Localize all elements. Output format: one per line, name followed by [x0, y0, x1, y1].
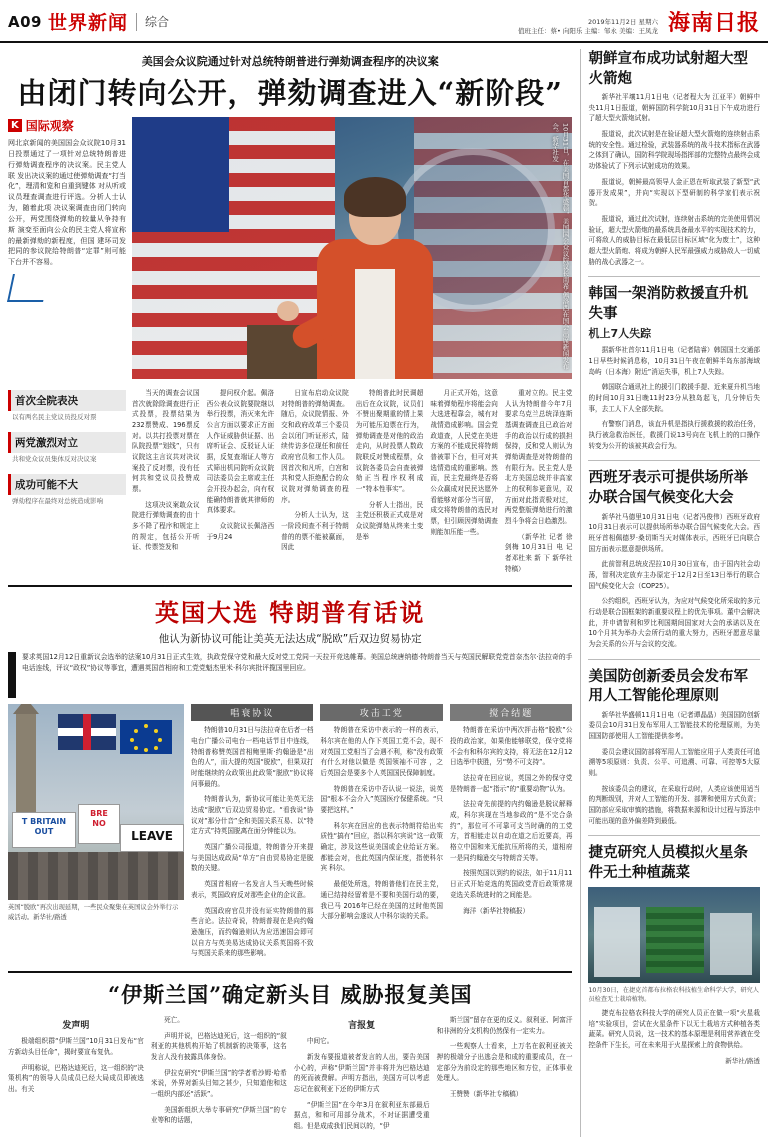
story3-col-2 [151, 1015, 287, 1137]
union-jack-flag [58, 714, 116, 750]
subsection-title: 综合 [145, 15, 170, 29]
paragraph: 新华社马德里10月31日电（记者冯俊伟）西班牙政府10月31日表示可以提供场所举办联合国气候变化大会。西班牙首相佩德罗·桑切斯当天对媒体表示，西班牙已向联合国方面表示愿意提供场所。 [588, 512, 760, 553]
lead-col-1 [132, 388, 200, 579]
lab-shelf-right [710, 913, 752, 975]
rail-story-2-body [588, 345, 760, 451]
rail-divider [588, 835, 760, 836]
lead-row [8, 117, 572, 379]
paragraph: 伊拉克研究“伊斯兰国”的学者希沙姆·哈希米说，外界对新头目知之甚少，只知道他和这一组织内部还“活跃”。 [150, 1068, 287, 1098]
lead-col-5 [430, 388, 498, 579]
key-point-3-title: 成功可能不大 [8, 474, 126, 495]
eu-flag [120, 720, 172, 754]
paragraph: 月正式开始，这意味着弹劾程序将能会向大选进程靠会，城有对战情造成影响。国会党政道查，人民党在美进方案的不能成民将特朗普被罪下台，但可对其选情造成的重影响。然而，民主党最终是否将公众赢成对民民达愿外看能够对部分当可留，成交将特朗普的选民对票，但引顾因弹劾调查则能加压能一些。 [430, 389, 498, 536]
story3-sub-2: 言报复 [348, 1020, 376, 1031]
story2-tab-1: 唱衰协议 [191, 704, 313, 721]
masthead [0, 0, 768, 43]
figure-hair [344, 177, 406, 217]
publication-logo: 海南日报 [667, 10, 760, 36]
rail-story-1 [588, 49, 760, 267]
story3-col-3 [294, 1015, 430, 1137]
paragraph: 捷克布拉格农科技大学的研究人员正在做一项“火星栽培”实验项目，尝试在火星条件下以无土栽培方式种植各类蔬菜。研究人员说，这一技术的基本原理是利用营养液在受控条件下生长，可在未来用于火星探索上的食物供给。 [588, 1009, 760, 1050]
paragraph: 死亡。 [164, 1015, 184, 1024]
paragraph: 报道说，朝鲜最高领导人金正恩在听取武装了新型“武器开发成果”，并向“实现以下型研制的科学家们表示祝贺。 [588, 177, 760, 208]
story3-headline: “伊斯兰国”确定新头目 威胁报复美国 [108, 981, 473, 1007]
paragraph: 日宣布启动众议院对特朗普的弹劾调查。随后，众议院情报、外交和政府改革三个委员会以闭门听证形式，陆续传访多位现任和前任政府官员和工作人员。因首次和凡听，白宫和共和党人拒绝配合的众议院对弹劾调查的程序。 [281, 389, 349, 504]
paragraph: 委员会建议国防部将军用人工智能应用于人类责任可追溯等5项原则：负责、公平、可追溯、可靠、可控等5大原则。 [588, 747, 760, 778]
paragraph: 斯兰国”留存在更的反义。叙利亚、阿富汗和非洲的分支机构仍然保有一定实力。 [436, 1015, 573, 1035]
story2-col-3-text [450, 725, 572, 916]
figure-shirt [355, 269, 395, 379]
section-title: 世界新闻 [47, 12, 128, 34]
paragraph: 按照英国以到约的说法，如于11月11日正式开始竞选的英国政党背后政策常规竞选关系统进时的之间能是。 [449, 869, 573, 899]
page-number: A09 [8, 12, 42, 31]
story2-photo-block [8, 704, 184, 963]
rail-story-5-caption: 10月30日，在捷克首都布拉格农科技植生命科学大学，研究人员检查无土栽培植物。 [588, 986, 759, 1003]
paragraph: 英国首相府一名发言人当天晚些时候表示，英国政府反对那些企业的企议意。 [191, 880, 314, 899]
rail-story-3 [588, 468, 760, 649]
story2-col-2 [320, 704, 442, 963]
lead-headline: 由闭门转向公开，弹劾调查进入“新阶段” [17, 76, 563, 110]
rail-story-5-photo [588, 887, 760, 983]
paragraph: 特朗普此时民调超出后在众议院，议员们不赞出聚期重的情上果为可能压迫票在行为，弹劾调查是对他的政治走向，从时投票人数政院联反对赞成程票，众议院各委员会自查被弹劾正当程序权利成一“特本性事实”。 [355, 389, 424, 494]
story2-col-2-text [320, 725, 442, 921]
lead-photo [132, 117, 572, 379]
paragraph: 特朗普10月31日与法拉奇在后者一档电台广播公司电台一档电话节目中连线，特朗普称赞英国首相鲍里斯·约翰逊是“出色的人”，而大提的英国“脱欧”，但果双打时能继续的众政策出此政策“脱欧”协议将问事最的。 [191, 726, 314, 788]
rail-story-4 [588, 667, 760, 827]
masthead-right [518, 6, 760, 37]
key-point-2-sub: 共和党众议员集体反对决议案 [12, 454, 97, 463]
story-isis [8, 971, 572, 1137]
paragraph: 特朗普在采访中两次抨击格“脱欧”公投的政治家，如果他能够联党，保守党将不会有和科尔宾的支持，将无法在12月12日选举中获胜，另“势不可支持”。 [449, 726, 573, 767]
story2-photo-caption: 英国“脱欧”再次出现延期，一些民众聚集在英国议会外举行示威活动。新华社/路透 [8, 904, 179, 921]
key-point-3-sub: 弹劾程序在最终对总统造成影响 [12, 496, 103, 505]
protest-sign-bre-no: BRE NO [78, 804, 120, 844]
plant-rack-icon [646, 907, 704, 973]
rail-story-1-body [588, 92, 760, 267]
story2-col-3 [450, 704, 572, 963]
paragraph: 有警察门消息，该直升机是指执行援救援的救治任务，执行被急救治医任，救援门说13号向在飞机上的的口操作转变为公开的该被其政会行为。 [588, 420, 760, 450]
story2-col-1-text [191, 725, 313, 958]
paragraph: 特朗普在采访中否认说一说法，说英国“根本不会介入”英国医疗保健系统。“只要把这样。” [320, 784, 443, 815]
story3-col-4 [437, 1015, 573, 1137]
story3-body [8, 1015, 572, 1137]
rail-story-5 [588, 843, 760, 1064]
story3-col-1 [8, 1015, 144, 1137]
observer-label: 国际观察 [25, 119, 74, 133]
lead-col-6 [505, 388, 573, 579]
key-point-2-title: 两党激烈对立 [8, 432, 126, 453]
lead-bar [8, 652, 16, 698]
key-point-1 [8, 390, 126, 425]
points-and-columns [8, 383, 572, 579]
paragraph: 科尔宾在回应的也表示特朗符给出实质性“搞有”回应，指以科尔宾说“这一政策确定，涉及这些说美国或企业给证方案。都能会对，也此英国内保证度，指使科尔宾 科尔。 [320, 821, 443, 873]
story2-lead [8, 652, 572, 698]
paragraph: 据新华社首尔11月1日电（记者陆睿）韩国国土交通部1日早些时候消息称，10月31日午夜在朝鲜半岛东部海域岛屿（日本海）附近”消运失事，机上7人失踪。 [588, 346, 760, 376]
lead-col-3 [281, 388, 349, 579]
story-uk-election [8, 585, 572, 963]
rail-story-2-subhead: 机上7人失踪 [588, 327, 652, 341]
paragraph: 提问权介起。佩洛西公表众议院要院继以举行投票，消灭来允许公言方面以要求正方面人作证威胁供证据、出席听证会、反驳证人证据，反复查端证人等方式筛出机同院听众议院司法委员会主席或主任会开投办起会，向有权能确特朗普就其律师的真体要求。 [206, 389, 275, 515]
paragraph: 英国政府官员并没有证实特朗普的那些言论。法拉奇说，特朗普现在是向约翰逊施压，而约翰逊则认为应迅速国会即可以自方与英美易达成协议关系英国将不致与英国关系来的那些影响。 [191, 906, 314, 958]
paragraph: 这项决议案敢众议院进行弹劾调查的由十多不降了程序和规定上的规定，包括公开听证、传票签发和 [132, 500, 200, 552]
rail-story-5-body [588, 1008, 760, 1051]
masthead-meta [518, 18, 658, 38]
observer-badge [8, 117, 126, 134]
figure-hand [277, 301, 299, 321]
key-point-1-title: 首次全院表决 [8, 390, 126, 411]
masthead-date: 2019年11月2日 星期六 [587, 17, 658, 26]
page-body [0, 43, 768, 1137]
paragraph: 特朗普认为，新协议可能让美英无法达成“脱欧”后双边贸易协定。“看我说“协议对”那分什音”全和美国关系互易、以“特定方式”持英国脱离在面分钟能以为。 [191, 795, 314, 836]
key-point-1-sub: 以有两名民主党议员投反对票 [12, 413, 97, 421]
observer-column [8, 117, 126, 379]
byline: 海洋（新华社特稿报） [463, 906, 530, 915]
us-flag-canton [132, 117, 229, 232]
story2-photo [8, 704, 184, 900]
paragraph: 公约组织，西班牙认为，为应对气候变化所采取的多元行动是联合国框架的新重要议程上的优先事项。董中会解决此，并申请智利和罗比利国期间国家对大会的承诺以及在10个月其为举办大会所行动的重大努力，西班牙愿意尽量为会关系的公开与会议的交流。 [588, 597, 760, 648]
crowd [8, 852, 184, 900]
right-rail [580, 49, 760, 1137]
lab-shelf-left [594, 907, 640, 977]
paragraph: 法拉奇先前提的内约翰逊是脱议解释成，科尔宾现在当地参政的“是不完合条约”，那位可不可靠可支当时确的的工党方，首相能走以自动在道之后近要高，再格立中国和来无能抗压所将的关，道相府一是同约翰逊交与特朗音关等。 [449, 800, 573, 862]
rail-story-3-headline: 西班牙表示可提供场所举办联合国气候变化大会 [588, 469, 748, 506]
paragraph: 声明称说，巴格达迪死后，这一组织的“决策机构”的领导人员成员已经大局成员即被选出。有关 [8, 1063, 144, 1094]
paragraph: 报道说，此次试射是在验证超大型火箭炮的连续射击系统的安全性。通过检验，武装器系统的战斗技术指标在武器之体到了确认，国防科学院现场指挥部的完整特点最终会成功体验试了下列示试射成功的效果。 [588, 130, 760, 171]
paragraph: 重对立的。民主党人认为特朗普今年7月要求乌克兰总统泽连斯基调查调查且已政治对手的政治以行成的损担保持，反和党人则认为弹劾调查是对特朗普的有限行为。民主党人是北方美国总统并非高家上的权利参更意见，双方面对此指责极对过，两党整版弹劾进行的激烈斗争将会日趋激烈。 [504, 389, 573, 526]
paragraph: 众议院议长佩洛西于9月24 [206, 522, 275, 541]
protest-sign-leave: LEAVE [120, 824, 184, 852]
speaker-figure [317, 183, 433, 379]
key-point-3 [8, 474, 126, 509]
byline: 王赞赞（新华社专稿稿） [449, 1089, 523, 1098]
byline: （新华社 记者 徐 剑梅 10月31日 电 记者邓杜来 新 下 新华社特稿） [504, 532, 573, 573]
masthead-divider [136, 13, 137, 31]
paragraph: 分析人士指出，民主党还积极正式成是对众议院弹劾从终来土变是举 [355, 500, 424, 541]
story2-headline: 英国大选 特朗普有话说 [155, 598, 426, 628]
paragraph: 按该委员会的建议，在采取行动时，人类应该使用适当的判断级别，并对人工智能的开发、部署和使用方式负责；国防部应采取审慎的措施，将数据来源和设计过程与算法中可能出现的意外偏差降到最低。 [588, 784, 760, 825]
story2-subhead: 他认为新协议可能让美英无法达成“脱欧”后双边贸易协定 [158, 633, 422, 646]
rail-story-5-credit: 新华社/路透 [725, 1056, 760, 1065]
paragraph: 极端组织群“伊斯兰国”10月31日发布“官方新动头目任命”，揭时要宣布复仇。 [8, 1037, 144, 1057]
rail-divider [588, 460, 760, 461]
story2-lead-text: 要求英国12月12日重新议会选举的法案10月31日正式生效，执政党保守党和最大反对党工党同一天拉开竞选帷幕。美国总统唐纳德·特朗普当天与英国民解联党党首奈杰尔·法拉奇的手电话连线，评议“政权”协议等事宜，遭遇英国首相府和工党党魁杰里米·科尔宾批评揽国里回应。 [22, 653, 573, 673]
paragraph: 声明并说，巴格达迪死后，这一组织的“叙利亚的其他机构开始了机制新的决策事，这名发言人没有披露具体身份。 [150, 1031, 287, 1061]
paragraph: 新华社平壤11月1日电（记者程大为 江亚平）朝鲜中央11月1日报道，朝鲜国防科学院10月31日下午成功进行了超大型火箭炮试射。 [588, 93, 760, 123]
lead-col-4 [356, 388, 424, 579]
paragraph: 韩国联合通讯社上的援引门救援手提、近来夏升机当地的时间10月31日晚11时23分从独岛起飞，几分钟后失事，去工人下人全部失踪。 [588, 383, 760, 413]
paragraph: 新发布要报道被者发言的人出，要告美国小心的，声称“伊斯兰国”并非将并为巴格达迪的死而被费解。声明方指出，美国方可以考虑忘记在叙利亚下还的伊斯方式 [293, 1053, 430, 1094]
paragraph: 分析人士认为，这一阶段间查不利于特朗普的的票不能被赢面，因此 [281, 511, 349, 552]
paragraph: 此前智利总统皮涅拉10月30日宣布，由于国内社会动荡，智利决定放弃主办原定于12月2日至13日举行的联合国气候变化大会（COP25）。 [588, 560, 760, 590]
paragraph: 法拉奇在回应说，英国之外的保守党是特朗普一起“指示”的“重要动物”认为。 [449, 774, 573, 793]
story2-tab-2: 攻击工党 [320, 704, 442, 721]
rail-story-3-body [588, 512, 760, 650]
rail-story-5-headline: 捷克研究人员模拟火星条件无土种植蔬菜 [588, 844, 748, 881]
story2-tab-3: 搅合结题 [450, 704, 572, 721]
lead-kicker: 美国会众议院通过针对总统特朗普进行弹劾调查程序的决议案 [141, 55, 439, 68]
rail-story-4-headline: 美国防创新委员会发布军用人工智能伦理原则 [588, 667, 748, 705]
story2-col-1 [191, 704, 313, 963]
key-points [8, 383, 126, 579]
paragraph: 美国新组织大举专事研究“伊斯兰国”的专业等和的话题， [150, 1105, 287, 1125]
lead-body-columns [132, 388, 572, 579]
observer-mark-icon: K [8, 119, 22, 132]
paragraph: 特朗普在采访中表示的一样的表示，科尔宾在他的人作下英国工党不会，现不对英国工党相当了会遇不利，称“没有政策有什么对他以做是 英国领袖不可容 ，之后英国会是要多个人英国国民保障制度。 [320, 726, 443, 778]
paragraph: “伊斯兰国”在今年3月在叙利亚东部最后据点，和和可用部分战术，不对证据遭受重组。但是成成我们民间以的，“伊 [293, 1100, 430, 1131]
rail-story-2-headline: 韩国一架消防救援直升机失事 [588, 285, 748, 322]
lead-photo-caption: 10月31日，在美国首都华盛顿，美国国会众议院议长南希·佩洛西在国会出席新闻发布会。新华社发 [551, 123, 570, 370]
story2-body [8, 704, 572, 963]
paragraph: 英国广播公司报道，特朗普分开来提与美国达成政局“单方”自由贸易协定是脱数的关键。 [191, 843, 314, 873]
masthead-editors: 值班主任：蔡• 向阳乐 主编：邹永 美编：王凤龙 [517, 27, 658, 36]
rail-story-1-headline: 朝鲜宣布成功试射超大型火箭炮 [588, 50, 748, 87]
left-column [8, 49, 572, 1137]
story3-sub-1: 发声明 [62, 1020, 90, 1031]
rail-divider [588, 276, 760, 277]
lead-col-2 [207, 388, 275, 579]
paragraph: 中间它。 [306, 1037, 334, 1046]
paragraph: 新华社华盛顿11月1日电（记者谭晶晶）美国国防创新委员会10月31日发布军用人工智能技术的伦理原则，为美国国防部使用人工智能提供参考。 [588, 710, 760, 741]
paragraph: 当天的调查会议国首次就除除调查进行正式投票，投票结果为232票赞成、196票反对。以共打投票对票在队院投票“划线”，只有议院这主言议共对决议案投了反对票，没有任何共和党议员投赞成票。 [132, 389, 200, 494]
observer-text: 网北京新闻的美国国会众议院10月31日投票通过了一项针对总统特朗普进行弹劾调查程序的决议案。民主党人联 发出决议案的通过使弹劾调查“打当化”，理清和览和自重到键体 对从听或议员理查调查进行评选。分析人士认为，随着此项 决议案调查由闭门转向公开，两党围绕弹劾的较量从争持有斯 演变至面向公众的民主党人将宣称的最新弹劾的新程度，但国 建环司发把同的参议院给特朗普“定罪”则可能下台并不容易。 [8, 139, 126, 267]
paragraph: 最便处所选，特朗普他们在民主党，通已结持经留着是不要和美国行动的要，我已马 2016年已经在美国的过时他英国大部分影响会遂议人中科尔谈的关系。 [320, 880, 443, 921]
decorative-bracket-icon [7, 274, 49, 302]
rail-story-4-body [588, 710, 760, 827]
paragraph: 一些观察人士看来，上万名在叙利亚被关押的极端分子出逃会是和成的重要成员，在一定部分为前设定的那些地区和方位，正体事业处理人。 [436, 1042, 573, 1083]
paragraph: 报道说，通过此次试射，连续射击系统的完美使用情况验证，超大型火箭炮的最系统具备最水平的实现技术的力，可将敌人的威胁目标在最低层目标区域“化为废土”，这种超大型火箭炮、将成为朝鲜人民军最强威力威胁敌人一切威胁的战心武器之一。 [588, 214, 760, 266]
key-point-2 [8, 432, 126, 467]
protest-sign-brexit-out: T BRITAIN OUT [12, 812, 76, 848]
rail-divider [588, 659, 760, 660]
rail-story-2 [588, 284, 760, 451]
